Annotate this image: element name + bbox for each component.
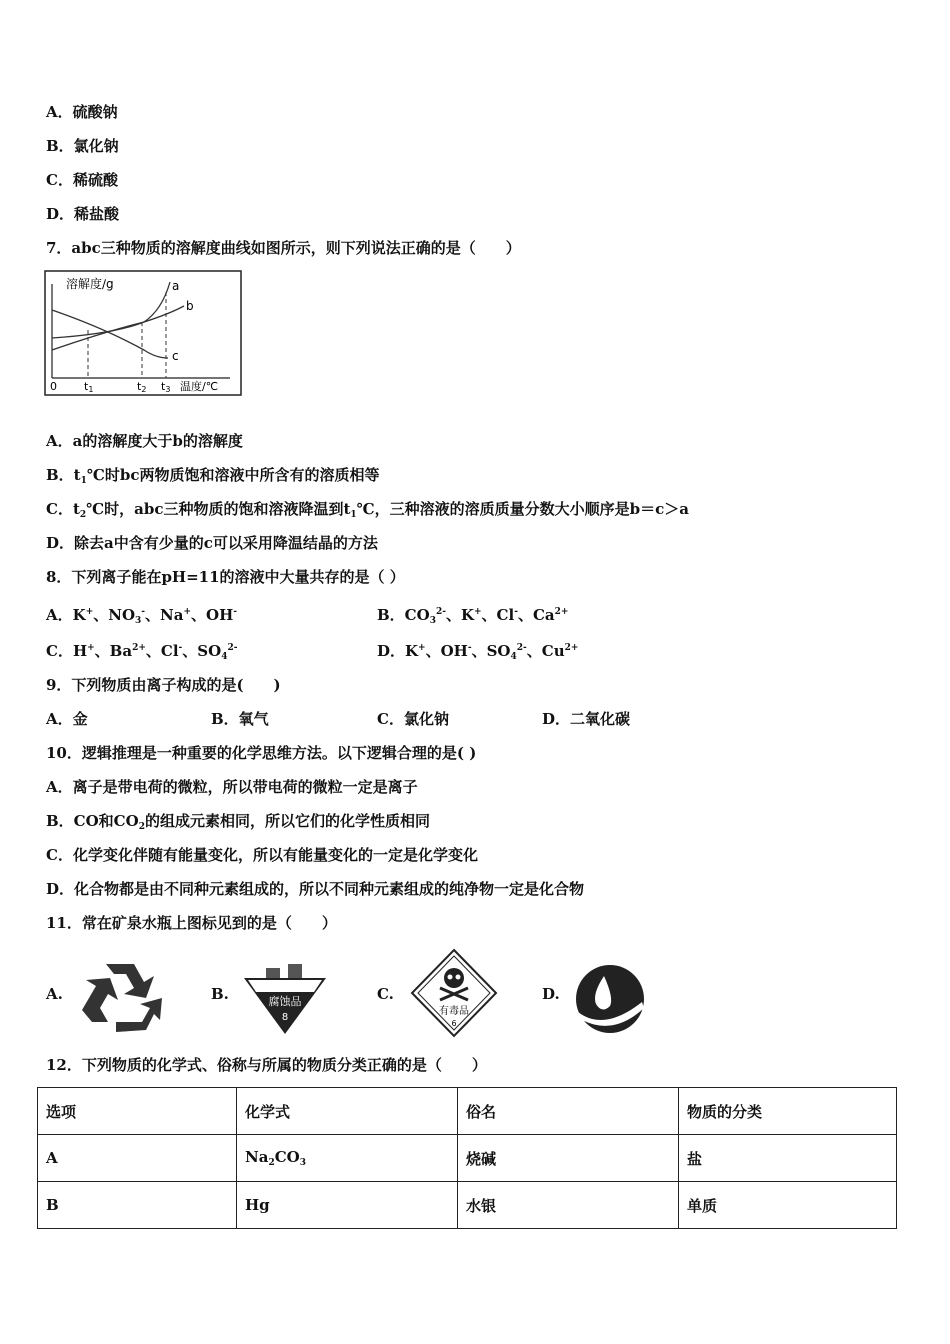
curve-c-label: c <box>172 349 179 363</box>
corrosive-icon <box>242 958 328 1036</box>
q12-stem: 12．下列物质的化学式、俗称与所属的物质分类正确的是（ ） <box>46 1056 487 1074</box>
table-row <box>38 1135 897 1182</box>
header-formula: 化学式 <box>237 1088 458 1135</box>
q7-option-b: B．$t_1℃$时bc两物质饱和溶液中所含有的溶质相等 <box>46 466 380 486</box>
header-common-name: 俗名 <box>458 1088 679 1135</box>
q11-stem: 11．常在矿泉水瓶上图标见到的是（ ） <box>46 914 337 932</box>
curve-a-label: a <box>172 279 180 293</box>
q8-option-b: B．$CO_3^{2-}$、K+、Cl-、$Ca^{2+}$ <box>377 606 569 626</box>
q7-option-d: D．除去a中含有少量的c可以采用降温结晶的方法 <box>46 534 378 552</box>
tick-t1: t1 <box>84 380 94 394</box>
row-a-classification: 盐 <box>679 1135 897 1182</box>
q11-option-c-label: C. <box>377 985 394 1003</box>
curve-b-label: b <box>186 299 194 313</box>
tick-t2: t2 <box>137 380 147 394</box>
solubility-curve-graph <box>44 270 242 396</box>
q7-option-a: A．a的溶解度大于b的溶解度 <box>46 432 243 450</box>
q6-option-b: B．氯化钠 <box>46 137 119 155</box>
row-a-common-name: 烧碱 <box>458 1135 679 1182</box>
q10-option-a: A．离子是带电荷的微粒，所以带电荷的微粒一定是离子 <box>46 778 418 796</box>
q8-option-a: A．K+、$NO_3^-$、Na+、OH- <box>46 606 238 626</box>
q11-option-d-label: D. <box>542 985 560 1003</box>
row-a-option: A <box>38 1135 237 1182</box>
q7-option-c: C．$t_2℃$时，abc三种物质的饱和溶液降温到$t_1℃$，三种溶液的溶质质量分数大小顺序是b＝c＞a <box>46 500 689 520</box>
svg-text:有毒品: 有毒品 <box>439 1006 469 1017</box>
row-b-classification: 单质 <box>679 1182 897 1229</box>
toxic-icon <box>410 948 498 1038</box>
svg-text:8: 8 <box>281 1012 289 1023</box>
q6-option-a: A．硫酸钠 <box>46 103 118 121</box>
q7-stem: 7．abc三种物质的溶解度曲线如图所示，则下列说法正确的是（ ） <box>46 239 521 257</box>
q8-option-d: D．K+、OH-、$SO_4^{2-}$、$Cu^{2+}$ <box>377 642 579 662</box>
table-header-row <box>38 1088 897 1135</box>
q11-option-b-label: B. <box>211 985 229 1003</box>
curve-b <box>52 306 184 350</box>
tick-t3: t3 <box>161 380 171 394</box>
q10-stem: 10．逻辑推理是一种重要的化学思维方法。以下逻辑合理的是( ) <box>46 744 477 762</box>
q10-option-c: C．化学变化伴随有能量变化，所以有能量变化的一定是化学变化 <box>46 846 478 864</box>
recycle-icon <box>76 958 166 1036</box>
table-row <box>38 1182 897 1229</box>
q6-option-d: D．稀盐酸 <box>46 205 120 223</box>
q9-option-c: C．氯化钠 <box>377 710 449 728</box>
q8-option-c: C．H+、$Ba^{2+}$、Cl-、$SO_4^{2-}$ <box>46 642 238 662</box>
q9-stem: 9．下列物质由离子构成的是( ) <box>46 676 281 694</box>
q11-option-a-label: A. <box>46 985 63 1003</box>
q8-stem: 8．下列离子能在pH=11的溶液中大量共存的是（ ） <box>46 568 405 586</box>
row-b-formula: Hg <box>237 1182 458 1229</box>
header-classification: 物质的分类 <box>679 1088 897 1135</box>
q6-option-c: C．稀硫酸 <box>46 171 118 189</box>
q12-table <box>37 1087 897 1229</box>
origin-label: 0 <box>50 380 57 393</box>
row-b-common-name: 水银 <box>458 1182 679 1229</box>
y-axis-label: 溶解度∕g <box>66 277 114 291</box>
q10-option-d: D．化合物都是由不同种元素组成的，所以不同种元素组成的纯净物一定是化合物 <box>46 880 585 898</box>
q9-option-d: D．二氧化碳 <box>542 710 631 728</box>
q9-option-a: A．金 <box>46 710 88 728</box>
q10-option-b: B．CO和$CO_2$的组成元素相同，所以它们的化学性质相同 <box>46 812 430 832</box>
svg-text:6: 6 <box>451 1019 457 1028</box>
row-b-option: B <box>38 1182 237 1229</box>
x-axis-label: 温度∕℃ <box>180 380 219 393</box>
svg-text:腐蚀品: 腐蚀品 <box>268 995 302 1008</box>
header-option: 选项 <box>38 1088 237 1135</box>
q9-option-b: B．氧气 <box>211 710 269 728</box>
water-saving-icon <box>574 962 646 1036</box>
row-a-formula: $Na_2CO_3$ <box>237 1135 458 1182</box>
